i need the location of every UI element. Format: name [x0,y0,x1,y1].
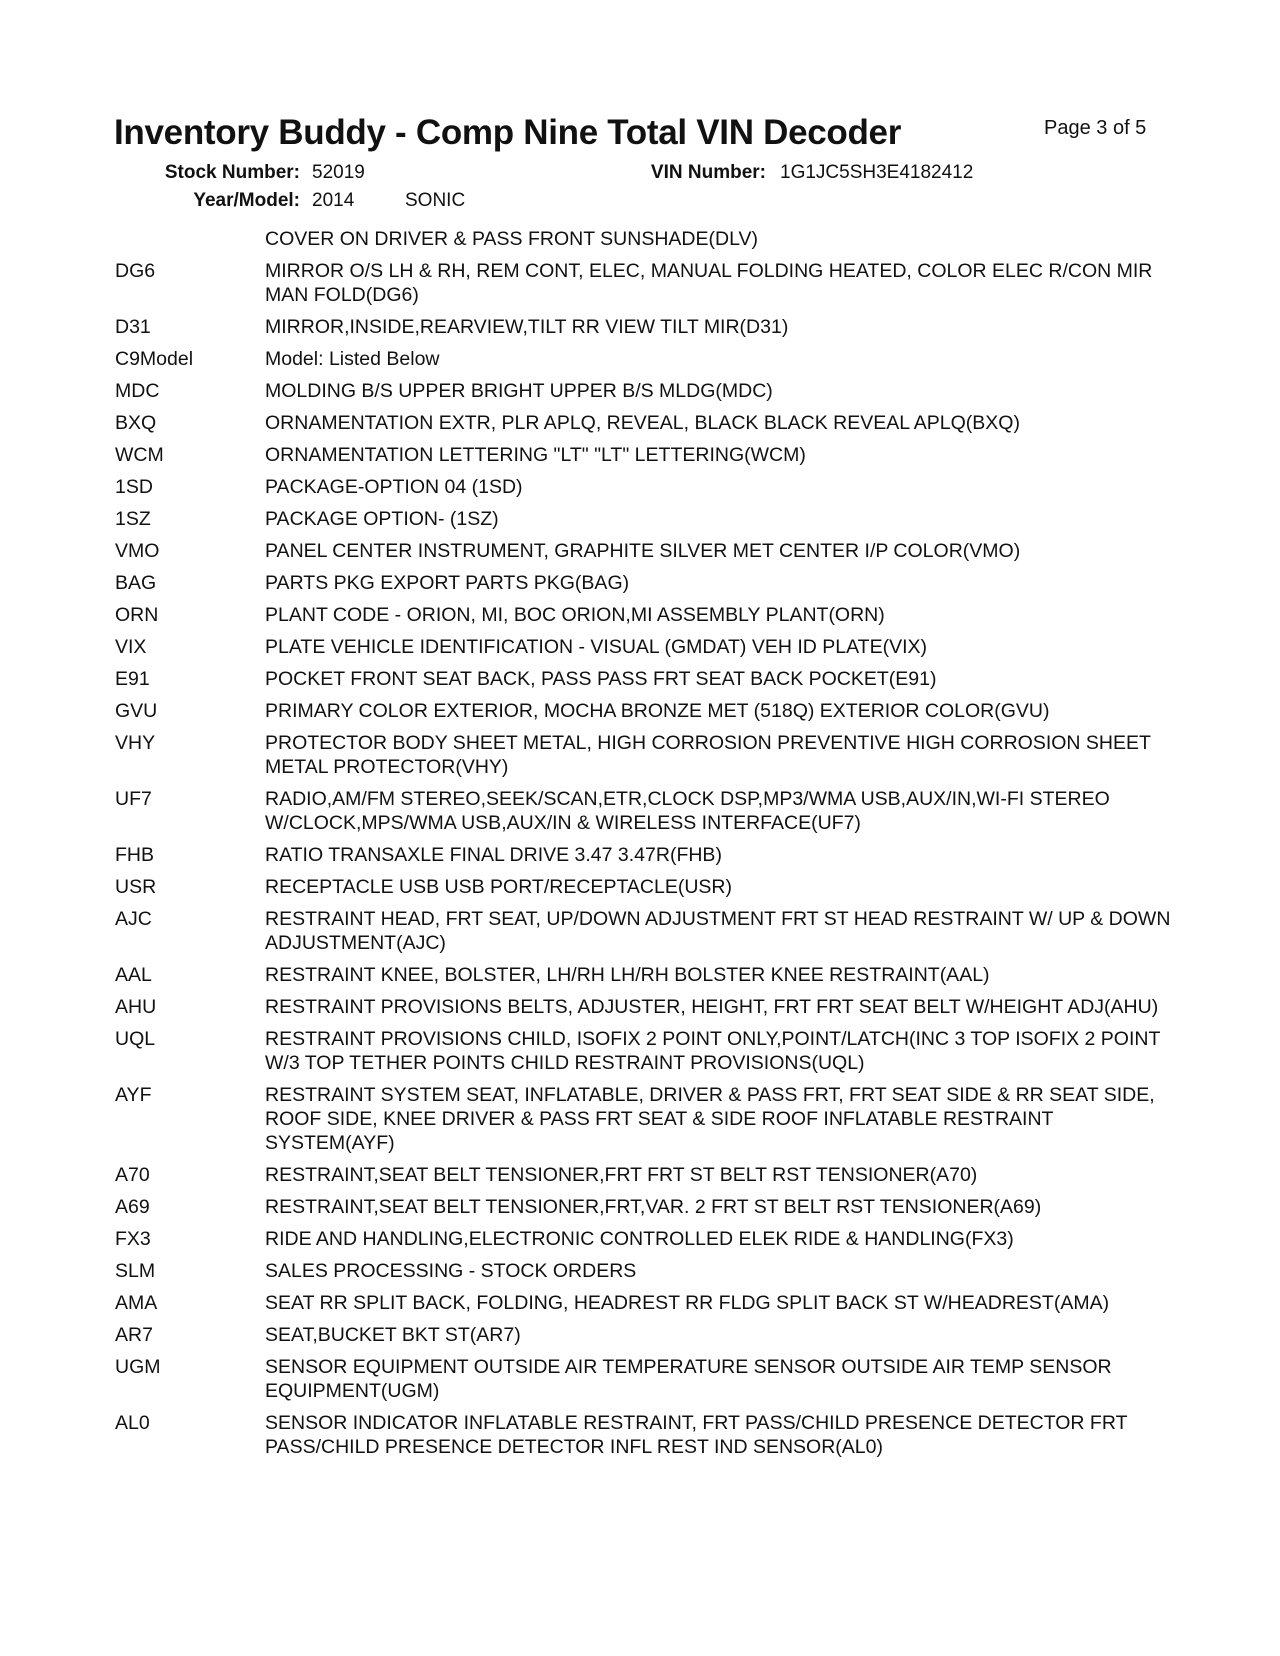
option-code: 1SZ [115,508,151,530]
stock-number-value: 52019 [312,162,365,183]
option-description: PROTECTOR BODY SHEET METAL, HIGH CORROSION PREVENTIVE HIGH CORROSION SHEET METAL PROTECTOR(VHY) [265,732,1151,778]
option-description: ORNAMENTATION EXTR, PLR APLQ, REVEAL, BLACK BLACK REVEAL APLQ(BXQ) [265,412,1020,434]
option-code: D31 [115,316,151,338]
option-row [115,667,1175,691]
vin-label: VIN Number: [650,162,766,183]
option-code: UF7 [115,788,152,810]
option-description: PLANT CODE - ORION, MI, BOC ORION,MI ASSEMBLY PLANT(ORN) [265,604,885,626]
option-code: AL0 [115,1412,150,1434]
option-code: A69 [115,1196,150,1218]
model-value: SONIC [405,190,466,211]
option-description: RADIO,AM/FM STEREO,SEEK/SCAN,ETR,CLOCK DSP,MP3/WMA USB,AUX/IN,WI-FI STEREO W/CLOCK,MPS/WMA USB,AUX/IN & WIRELESS INTERFACE(UF7) [265,788,1110,834]
option-row [115,1195,1175,1219]
option-code: ORN [115,604,159,626]
option-code: BAG [115,572,157,594]
option-code: GVU [115,700,158,722]
option-code: MDC [115,380,160,402]
option-description: SALES PROCESSING - STOCK ORDERS [265,1260,637,1282]
option-code: E91 [115,668,150,690]
option-description: SENSOR INDICATOR INFLATABLE RESTRAINT, FRT PASS/CHILD PRESENCE DETECTOR FRT PASS/CHILD PRESENCE DETECTOR INFL REST IND SENSOR(AL0) [265,1412,1128,1458]
option-row [115,227,1175,251]
option-code: USR [115,876,157,898]
option-description: RATIO TRANSAXLE FINAL DRIVE 3.47 3.47R(FHB) [265,844,722,866]
option-code: AYF [115,1084,152,1106]
option-description: RIDE AND HANDLING,ELECTRONIC CONTROLLED ELEK RIDE & HANDLING(FX3) [265,1228,1014,1250]
option-code: VHY [115,732,156,754]
option-row [115,571,1175,595]
option-description: PACKAGE-OPTION 04 (1SD) [265,476,523,498]
option-row [115,1355,1175,1403]
option-row [115,1291,1175,1315]
option-row [115,475,1175,499]
option-code: SLM [115,1260,156,1282]
option-description: PACKAGE OPTION- (1SZ) [265,508,499,530]
option-row [115,443,1175,467]
option-description: RESTRAINT PROVISIONS BELTS, ADJUSTER, HEIGHT, FRT FRT SEAT BELT W/HEIGHT ADJ(AHU) [265,996,1159,1018]
option-code: VIX [115,636,147,658]
option-description: RESTRAINT SYSTEM SEAT, INFLATABLE, DRIVER & PASS FRT, FRT SEAT SIDE & RR SEAT SIDE, ROOF SIDE, KNEE DRIVER & PASS FRT SEAT & SIDE ROOF INFLATABLE RESTRAINT SYSTEM(AYF) [265,1084,1155,1154]
option-row [115,347,1175,371]
option-row [115,1259,1175,1283]
option-description: RESTRAINT PROVISIONS CHILD, ISOFIX 2 POINT ONLY,POINT/LATCH(INC 3 TOP ISOFIX 2 POINT W/3 TOP TETHER POINTS CHILD RESTRAINT PROVISIONS(UQL) [265,1028,1161,1074]
option-code: BXQ [115,412,157,434]
option-code: FX3 [115,1228,151,1250]
option-row [115,379,1175,403]
option-row [115,907,1175,955]
option-code: UQL [115,1028,156,1050]
vin-value: 1G1JC5SH3E4182412 [780,162,974,183]
option-description: COVER ON DRIVER & PASS FRONT SUNSHADE(DLV) [265,228,758,250]
option-row [115,507,1175,531]
document-title: Inventory Buddy - Comp Nine Total VIN Decoder [114,113,902,152]
option-code: 1SD [115,476,153,498]
option-description: MIRROR O/S LH & RH, REM CONT, ELEC, MANUAL FOLDING HEATED, COLOR ELEC R/CON MIR MAN FOLD(DG6) [265,260,1153,306]
stock-number-label: Stock Number: [164,162,300,183]
option-description: RESTRAINT,SEAT BELT TENSIONER,FRT FRT ST BELT RST TENSIONER(A70) [265,1164,978,1186]
option-row [115,315,1175,339]
year-value: 2014 [312,190,355,211]
option-row [115,731,1175,779]
option-code: VMO [115,540,160,562]
option-description: RESTRAINT,SEAT BELT TENSIONER,FRT,VAR. 2 FRT ST BELT RST TENSIONER(A69) [265,1196,1042,1218]
option-code: WCM [115,444,164,466]
option-row [115,1323,1175,1347]
option-description: PARTS PKG EXPORT PARTS PKG(BAG) [265,572,630,594]
option-code: AJC [115,908,152,930]
option-description: RECEPTACLE USB USB PORT/RECEPTACLE(USR) [265,876,733,898]
option-row [115,1027,1175,1075]
option-description: SEAT RR SPLIT BACK, FOLDING, HEADREST RR FLDG SPLIT BACK ST W/HEADREST(AMA) [265,1292,1110,1314]
option-description: SENSOR EQUIPMENT OUTSIDE AIR TEMPERATURE SENSOR OUTSIDE AIR TEMP SENSOR EQUIPMENT(UGM) [265,1356,1112,1402]
option-code: AMA [115,1292,158,1314]
option-row [115,995,1175,1019]
option-list [115,227,1175,1467]
option-row [115,259,1175,307]
option-description: ORNAMENTATION LETTERING "LT" "LT" LETTERING(WCM) [265,444,806,466]
option-code: AHU [115,996,157,1018]
option-code: AAL [115,964,152,986]
option-code: C9Model [115,348,194,370]
option-row [115,603,1175,627]
option-code: DG6 [115,260,156,282]
option-row [115,963,1175,987]
option-row [115,411,1175,435]
option-description: PLATE VEHICLE IDENTIFICATION - VISUAL (GMDAT) VEH ID PLATE(VIX) [265,636,928,658]
option-description: Model: Listed Below [265,348,440,370]
option-description: MIRROR,INSIDE,REARVIEW,TILT RR VIEW TILT MIR(D31) [265,316,789,338]
option-description: SEAT,BUCKET BKT ST(AR7) [265,1324,521,1346]
option-row [115,1227,1175,1251]
option-row [115,635,1175,659]
option-description: RESTRAINT KNEE, BOLSTER, LH/RH LH/RH BOLSTER KNEE RESTRAINT(AAL) [265,964,990,986]
page-indicator: Page 3 of 5 [1044,117,1147,139]
option-code: A70 [115,1164,150,1186]
option-row [115,875,1175,899]
option-row [115,843,1175,867]
option-code: FHB [115,844,154,866]
option-description: POCKET FRONT SEAT BACK, PASS PASS FRT SEAT BACK POCKET(E91) [265,668,937,690]
option-description: MOLDING B/S UPPER BRIGHT UPPER B/S MLDG(MDC) [265,380,773,402]
option-row [115,1411,1175,1459]
option-row [115,1163,1175,1187]
option-code: UGM [115,1356,161,1378]
option-row [115,1083,1175,1155]
option-code: AR7 [115,1324,153,1346]
option-row [115,787,1175,835]
option-row [115,539,1175,563]
option-description: PRIMARY COLOR EXTERIOR, MOCHA BRONZE MET (518Q) EXTERIOR COLOR(GVU) [265,700,1050,722]
year-model-label: Year/Model: [193,190,300,211]
option-row [115,699,1175,723]
option-description: RESTRAINT HEAD, FRT SEAT, UP/DOWN ADJUSTMENT FRT ST HEAD RESTRAINT W/ UP & DOWN ADJUSTMENT(AJC) [265,908,1171,954]
option-description: PANEL CENTER INSTRUMENT, GRAPHITE SILVER MET CENTER I/P COLOR(VMO) [265,540,1021,562]
